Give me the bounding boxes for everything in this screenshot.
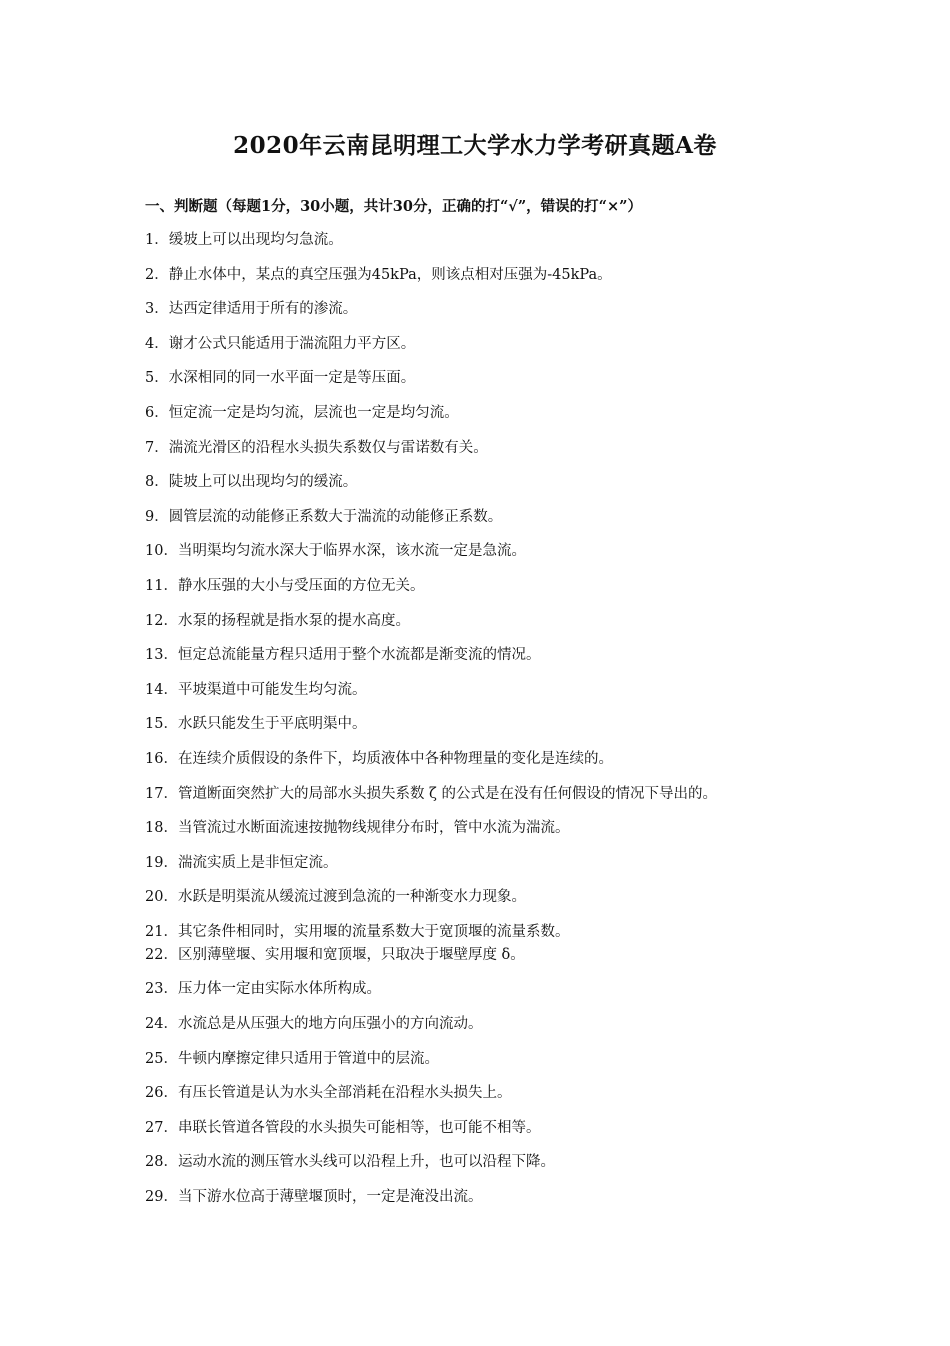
- question-item: [145, 1152, 865, 1172]
- question-item: [145, 979, 865, 999]
- question-list: [145, 230, 865, 1222]
- question-item: [145, 299, 865, 319]
- question-number: 23．: [145, 981, 178, 998]
- question-item: [145, 541, 865, 561]
- question-number: 19．: [145, 854, 178, 871]
- question-text: 湍流光滑区的沿程水头损失系数仅与雷诺数有关。: [168, 439, 488, 456]
- question-number: 29．: [145, 1189, 178, 1206]
- question-item: [145, 368, 865, 388]
- question-item: [145, 265, 865, 285]
- question-item: [145, 472, 865, 492]
- question-number: 22．: [145, 946, 178, 963]
- question-text: 串联长管道各管段的水头损失可能相等，也可能不相等。: [177, 1119, 541, 1136]
- question-number: 12．: [145, 612, 178, 629]
- question-number: 11．: [145, 577, 178, 594]
- question-number: 10．: [145, 543, 178, 560]
- question-text: 运动水流的测压管水头线可以沿程上升，也可以沿程下降。: [177, 1154, 555, 1171]
- question-text: 当管流过水断面流速按抛物线规律分布时，管中水流为湍流。: [177, 820, 570, 837]
- question-item: [145, 1187, 865, 1207]
- question-text: 平坡渠道中可能发生均匀流。: [177, 681, 367, 698]
- question-number: 21．: [145, 923, 178, 940]
- question-item: [145, 784, 865, 804]
- question-text: 湍流实质上是非恒定流。: [177, 854, 338, 871]
- question-item: [145, 645, 865, 665]
- question-text: 静止水体中，某点的真空压强为45kPa，则该点相对压强为-45kPa。: [168, 266, 612, 283]
- question-number: 24．: [145, 1016, 178, 1033]
- question-text: 管道断面突然扩大的局部水头损失系数 ζ 的公式是在没有任何假设的情况下导出的。: [177, 785, 718, 802]
- question-text: 恒定总流能量方程只适用于整个水流都是渐变流的情况。: [177, 647, 541, 664]
- question-text: 缓坡上可以出现均匀急流。: [168, 232, 343, 248]
- question-text: 压力体一定由实际水体所构成。: [177, 981, 381, 998]
- question-number: 26．: [145, 1085, 178, 1102]
- question-item: [145, 438, 865, 458]
- question-item: [145, 334, 865, 354]
- question-number: 16．: [145, 750, 178, 767]
- question-item: [145, 1014, 865, 1034]
- question-number: 1．: [145, 232, 169, 248]
- question-item: [145, 507, 865, 527]
- question-text: 有压长管道是认为水头全部消耗在沿程水头损失上。: [177, 1085, 512, 1102]
- question-number: 17．: [145, 785, 178, 802]
- question-item: [145, 680, 865, 700]
- question-item: [145, 714, 865, 734]
- question-number: 4．: [145, 335, 169, 352]
- question-item: [145, 403, 865, 423]
- question-text: 水泵的扬程就是指水泵的提水高度。: [177, 612, 410, 629]
- question-item: [145, 853, 865, 873]
- question-number: 25．: [145, 1050, 178, 1067]
- question-item: [145, 611, 865, 631]
- question-item: [145, 749, 865, 769]
- question-text: 区别薄壁堰、实用堰和宽顶堰，只取决于堰壁厚度 δ。: [177, 946, 525, 963]
- question-item: [145, 945, 865, 965]
- question-item: [145, 922, 865, 942]
- question-text: 恒定流一定是均匀流，层流也一定是均匀流。: [168, 404, 459, 421]
- question-item: [145, 887, 865, 907]
- question-text: 当明渠均匀流水深大于临界水深，该水流一定是急流。: [177, 543, 526, 560]
- question-text: 静水压强的大小与受压面的方位无关。: [177, 577, 425, 594]
- question-number: 8．: [145, 474, 169, 491]
- question-text: 水深相同的同一水平面一定是等压面。: [168, 370, 416, 387]
- question-text: 牛顿内摩擦定律只适用于管道中的层流。: [177, 1050, 439, 1067]
- exam-title: 2020年云南昆明理工大学水力学考研真题A卷: [233, 132, 717, 159]
- question-number: 15．: [145, 716, 178, 733]
- question-number: 5．: [145, 370, 169, 387]
- question-number: 6．: [145, 404, 169, 421]
- question-number: 18．: [145, 820, 178, 837]
- question-text: 其它条件相同时，实用堰的流量系数大于宽顶堰的流量系数。: [177, 923, 570, 940]
- question-item: [145, 1049, 865, 1069]
- question-item: [145, 576, 865, 596]
- question-item: [145, 1118, 865, 1138]
- question-text: 陡坡上可以出现均匀的缓流。: [168, 474, 358, 491]
- question-text: 圆管层流的动能修正系数大于湍流的动能修正系数。: [168, 508, 503, 525]
- question-number: 14．: [145, 681, 178, 698]
- question-text: 水流总是从压强大的地方向压强小的方向流动。: [177, 1016, 483, 1033]
- question-text: 当下游水位高于薄壁堰顶时，一定是淹没出流。: [177, 1189, 483, 1206]
- question-number: 9．: [145, 508, 169, 525]
- question-item: [145, 818, 865, 838]
- question-number: 20．: [145, 889, 178, 906]
- question-number: 7．: [145, 439, 169, 456]
- question-text: 在连续介质假设的条件下，均质液体中各种物理量的变化是连续的。: [177, 750, 613, 767]
- question-text: 水跃只能发生于平底明渠中。: [177, 716, 367, 733]
- question-number: 2．: [145, 266, 169, 283]
- question-text: 水跃是明渠流从缓流过渡到急流的一种渐变水力现象。: [177, 889, 526, 906]
- question-number: 13．: [145, 647, 178, 664]
- question-number: 3．: [145, 301, 169, 318]
- question-number: 28．: [145, 1154, 178, 1171]
- question-item: [145, 230, 865, 250]
- section-heading-true-false: 一、判断题（每题1分，30小题，共计30分，正确的打“√”，错误的打“×”）: [145, 198, 642, 215]
- question-text: 达西定律适用于所有的渗流。: [168, 301, 358, 318]
- question-item: [145, 1083, 865, 1103]
- question-text: 谢才公式只能适用于湍流阻力平方区。: [168, 335, 416, 352]
- question-number: 27．: [145, 1119, 178, 1136]
